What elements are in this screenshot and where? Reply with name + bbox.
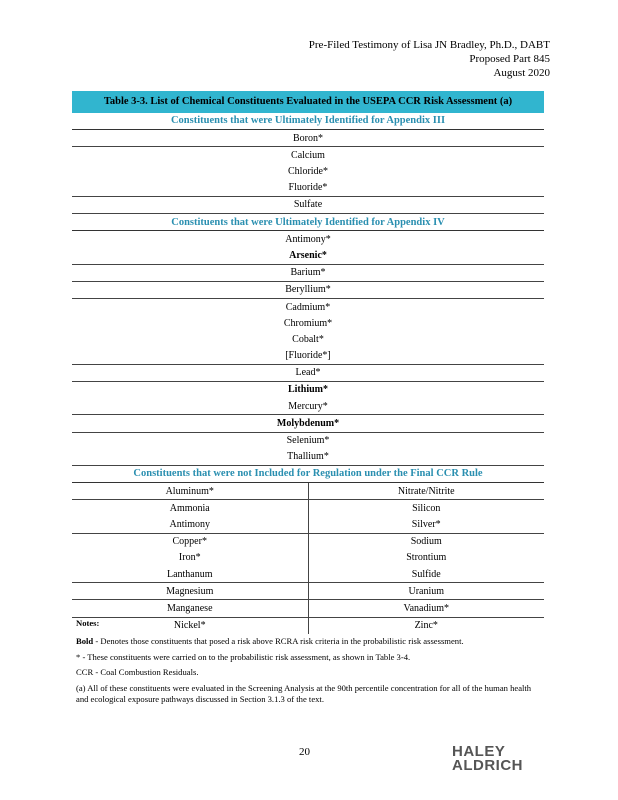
table-row: [72, 315, 544, 331]
bold-constituent: Lithium*: [287, 384, 328, 396]
table-row: [72, 248, 544, 265]
constituent-cell: Chromium*: [283, 317, 333, 329]
constituent-cell-left: Aluminum*: [72, 483, 308, 500]
table-row: [72, 364, 544, 381]
table-row: [72, 600, 544, 617]
page-header: [309, 38, 550, 80]
table-row: [72, 264, 544, 281]
table-row: [72, 550, 544, 566]
table-row: [72, 398, 544, 415]
constituent-cell: Cadmium*: [285, 301, 331, 313]
notes-heading: Notes:: [76, 618, 100, 628]
note-bold: [76, 636, 541, 647]
constituent-cell-left: Magnesium: [72, 583, 308, 600]
constituent-cell: Cobalt*: [292, 333, 324, 345]
constituent-cell-left: Iron*: [72, 550, 308, 566]
constituent-cell: Calcium: [291, 149, 325, 161]
constituent-cell: Thallium*: [72, 449, 544, 466]
table-row: [72, 517, 544, 534]
constituent-cell-right: Sulfide: [308, 566, 544, 583]
logo-line2: ALDRICH: [452, 757, 523, 774]
table-row: [72, 164, 544, 180]
table-row: [72, 449, 544, 466]
constituent-cell: [Fluoride*]: [72, 348, 544, 365]
table-row: [72, 415, 544, 432]
table-row: [72, 583, 544, 600]
table-row: [72, 130, 544, 147]
constituent-cell: Boron*: [72, 130, 544, 147]
constituent-cell-right: Vanadium*: [308, 600, 544, 617]
constituent-cell-right: Zinc*: [414, 620, 438, 632]
table-row: [72, 331, 544, 347]
note-bold-text: - Denotes those constituents that posed a risk above RCRA risk criteria in the probabilistic risk assessment.: [93, 636, 464, 646]
section-heading-row: [72, 214, 544, 231]
constituent-cell: Sulfate: [72, 196, 544, 213]
constituent-cell-left: Lanthanum: [72, 566, 308, 583]
constituent-cell-left: Manganese: [72, 600, 308, 617]
table-row: [72, 299, 544, 316]
section-heading-row: [72, 113, 544, 130]
section1-heading: Constituents that were Ultimately Identified for Appendix III: [72, 113, 544, 130]
constituent-cell-right: Silicon: [412, 502, 441, 514]
constituent-cell: Fluoride*: [72, 180, 544, 197]
note-asterisk: * - These constituents were carried on to the probabilistic risk assessment, as shown in Table 3-4.: [76, 651, 411, 662]
constituent-cell: [72, 248, 544, 265]
constituent-cell-right: Sodium: [410, 536, 442, 548]
constituent-cell-right: Silver*: [308, 517, 544, 534]
constituent-cell: [72, 415, 544, 432]
constituent-cell-right: Uranium: [308, 583, 544, 600]
bold-constituent: Arsenic*: [289, 249, 327, 261]
constituent-cell-left: Copper*: [72, 533, 308, 550]
constituent-cell: Chloride*: [288, 166, 328, 178]
logo-line1: HALEY: [452, 743, 506, 760]
constituent-cell-left: Antimony: [72, 517, 308, 534]
constituent-cell-left: Ammonia: [72, 500, 308, 517]
constituent-cell: Lead*: [72, 364, 544, 381]
table-row: [72, 500, 544, 517]
bold-constituent: Molybdenum*: [276, 417, 340, 429]
header-part: Proposed Part 845: [469, 53, 550, 65]
table-notes: [76, 618, 541, 709]
table-row: [72, 432, 544, 449]
note-bold-label: Bold: [76, 636, 94, 646]
table-title-row: [72, 91, 544, 113]
section-heading-row: [72, 465, 544, 482]
constituent-cell: Selenium*: [286, 435, 330, 447]
constituent-cell: [72, 382, 544, 399]
constituent-cell-right: Nitrate/Nitrite: [308, 483, 544, 500]
header-date: August 2020: [493, 67, 550, 79]
table-row: [72, 382, 544, 399]
note-a: (a) All of these constituents were evaluated in the Screening Analysis at the 90th percentile concentration for all of the human health and ecological exposure pathways discussed in Section 3.1.3 of the text.: [76, 682, 532, 704]
constituent-cell-right: Strontium: [406, 552, 447, 564]
table-row: [72, 180, 544, 197]
table-row: [72, 483, 544, 500]
constituent-cell: Barium*: [72, 264, 544, 281]
constituent-cell-left: Nickel*: [72, 617, 308, 634]
constituent-cell: Beryllium*: [72, 281, 544, 298]
table-row: [72, 566, 544, 583]
table-row: [72, 281, 544, 298]
constituent-cell: Antimony*: [285, 233, 331, 245]
table-row: [72, 147, 544, 164]
header-testimony: Pre-Filed Testimony of Lisa JN Bradley, Ph.D., DABT: [308, 39, 550, 51]
table-row: [72, 348, 544, 365]
table-row: [72, 533, 544, 550]
section3-heading: Constituents that were not Included for Regulation under the Final CCR Rule: [72, 465, 544, 482]
table-title: Table 3-3. List of Chemical Constituents Evaluated in the USEPA CCR Risk Assessment (a): [72, 91, 544, 113]
haley-aldrich-logo: [452, 745, 523, 773]
table-row: [72, 196, 544, 213]
constituent-cell: Mercury*: [72, 398, 544, 415]
table-row: [72, 231, 544, 248]
page-number: 20: [299, 746, 310, 758]
section2-heading: Constituents that were Ultimately Identified for Appendix IV: [72, 214, 544, 231]
constituents-table: [72, 91, 544, 634]
note-ccr: CCR - Coal Combustion Residuals.: [76, 667, 199, 677]
